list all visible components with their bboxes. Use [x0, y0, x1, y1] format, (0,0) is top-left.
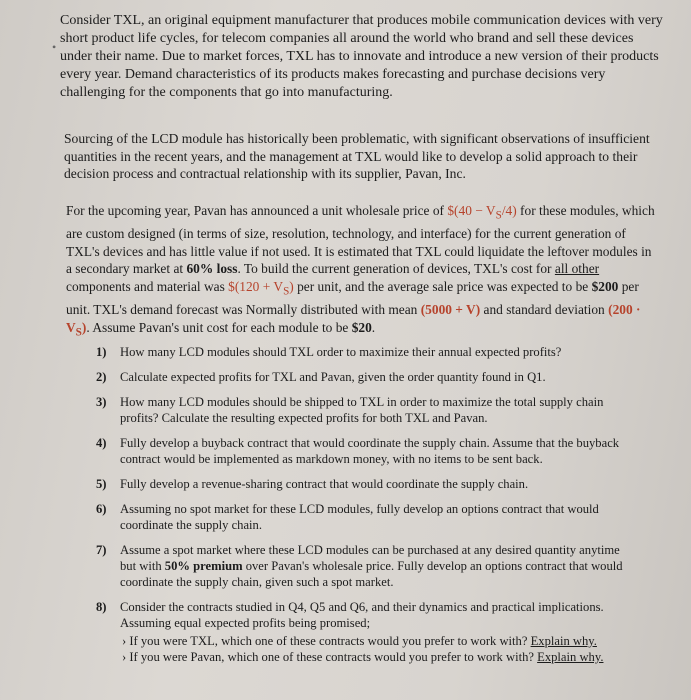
text-segment: for these modules, which are custom designed (in terms of size, resolution, technology, and interface) for the current generation of TXL's devices and has little value if not used. It is estimated that TXL could liquidate the leftover modules in a secondary market at — [66, 203, 655, 277]
question-text: How many LCD modules should be shipped to TXL in order to maximize the total supply chain profits? Calculate the resulting expected profits for both TXL and Pavan. — [120, 395, 604, 425]
question-item — [96, 435, 626, 467]
question-text: Assuming no spot market for these LCD modules, fully develop an options contract that would coordinate the supply chain. — [120, 502, 599, 532]
question-item — [96, 344, 626, 360]
bullet-mark: • — [52, 40, 57, 54]
text-segment: › If you were TXL, which one of these contracts would you prefer to work with? — [122, 634, 531, 648]
text-segment: per unit. TXL's demand forecast was Normally distributed with mean — [66, 279, 639, 318]
formula-part: $(120 + V — [228, 279, 284, 295]
text-segment: over Pavan's wholesale price. Fully develop an options contract that would coordinate the supply chain, given such a spot market. — [120, 559, 623, 589]
component-cost-formula — [228, 279, 294, 298]
text-segment: › If you were Pavan, which one of these contracts would you prefer to work with? — [122, 650, 538, 664]
question-number: 3) — [96, 395, 107, 409]
pavan-unit-cost: $20 — [351, 319, 372, 335]
question-number: 4) — [96, 436, 107, 450]
explain-why-underlined: Explain why. — [537, 650, 604, 664]
text-segment: . Assume Pavan's unit cost for each module to be — [86, 319, 352, 335]
question-number: 5) — [96, 477, 107, 491]
text-segment: . To build the current generation of devices, TXL's cost for — [237, 261, 555, 277]
question-item — [96, 369, 626, 385]
formula-subscript: S — [75, 326, 82, 339]
text-segment: and standard deviation — [480, 302, 609, 318]
text-segment: Consider the contracts studied in Q4, Q5 and Q6, and their dynamics and practical implications. Assuming equal expected profits being promised; — [120, 600, 604, 630]
formula-part: $(40 − V — [447, 203, 496, 218]
question-item — [96, 394, 626, 426]
liquidation-loss: 60% loss — [186, 261, 238, 277]
sub-question-txl — [122, 633, 626, 649]
formula-part: ) — [289, 279, 294, 295]
sub-question-pavan — [122, 649, 626, 665]
text-segment: Assume a spot market where these LCD modules can be purchased at any desired quantity anytime but with — [120, 543, 620, 573]
text-segment: . — [371, 319, 376, 335]
sourcing-paragraph: Sourcing of the LCD module has historically been problematic, with significant observations of insufficient quantities in the recent years, and the management at TXL would like to develop a solid approach to their decision process and contractual relationship with its supplier, Pavan, Inc. — [64, 131, 650, 182]
question-item — [96, 599, 626, 665]
question-item — [96, 542, 626, 590]
demand-mean-formula: (5000 + V) — [420, 302, 481, 318]
question-text: How many LCD modules should TXL order to maximize their annual expected profits? — [120, 345, 562, 359]
question-number: 6) — [96, 502, 107, 516]
question-text — [120, 599, 626, 665]
question-number: 2) — [96, 370, 107, 384]
formula-subscript: S — [283, 285, 290, 298]
intro-paragraph: Consider TXL, an original equipment manufacturer that produces mobile communication devices with very short product life cycles, for telecom companies all around the world who brand and sell these devices under their name. Due to market forces, TXL has to innovate and introduce a new version of their products every year. Demand characteristics of its products makes forecasting and purchase decisions very challenging for the components that go into manufacturing. — [60, 13, 663, 100]
formula-part: (200 · V — [66, 302, 641, 335]
sale-price: $200 — [591, 279, 619, 295]
question-text: Fully develop a revenue-sharing contract that would coordinate the supply chain. — [120, 477, 529, 491]
spot-premium: 50% premium — [164, 559, 243, 573]
question-text: Fully develop a buyback contract that would coordinate the supply chain. Assume that the buyback contract would be implemented as markdown money, with no items to be sent back. — [120, 436, 620, 466]
all-other-underlined: all other — [554, 261, 600, 277]
question-item — [96, 501, 626, 533]
text-segment: components and material was — [66, 279, 229, 295]
text-segment: per unit, and the average sale price was expected to be — [293, 279, 592, 295]
formula-part: ) — [81, 319, 87, 335]
formula-subscript: S — [495, 209, 502, 222]
question-text: Calculate expected profits for TXL and Pavan, given the order quantity found in Q1. — [120, 370, 546, 384]
formula-part: /4) — [501, 203, 517, 218]
sub-question-list — [120, 633, 626, 665]
question-number: 8) — [96, 600, 107, 614]
question-item — [96, 476, 626, 492]
wholesale-price-formula — [447, 203, 517, 222]
question-number: 7) — [96, 543, 107, 557]
question-list — [96, 344, 626, 674]
text-segment: For the upcoming year, Pavan has announced a unit wholesale price of — [66, 203, 448, 218]
upcoming-year-paragraph — [66, 202, 656, 342]
explain-why-underlined: Explain why. — [530, 634, 597, 648]
question-text — [120, 542, 626, 590]
question-number: 1) — [96, 345, 107, 359]
